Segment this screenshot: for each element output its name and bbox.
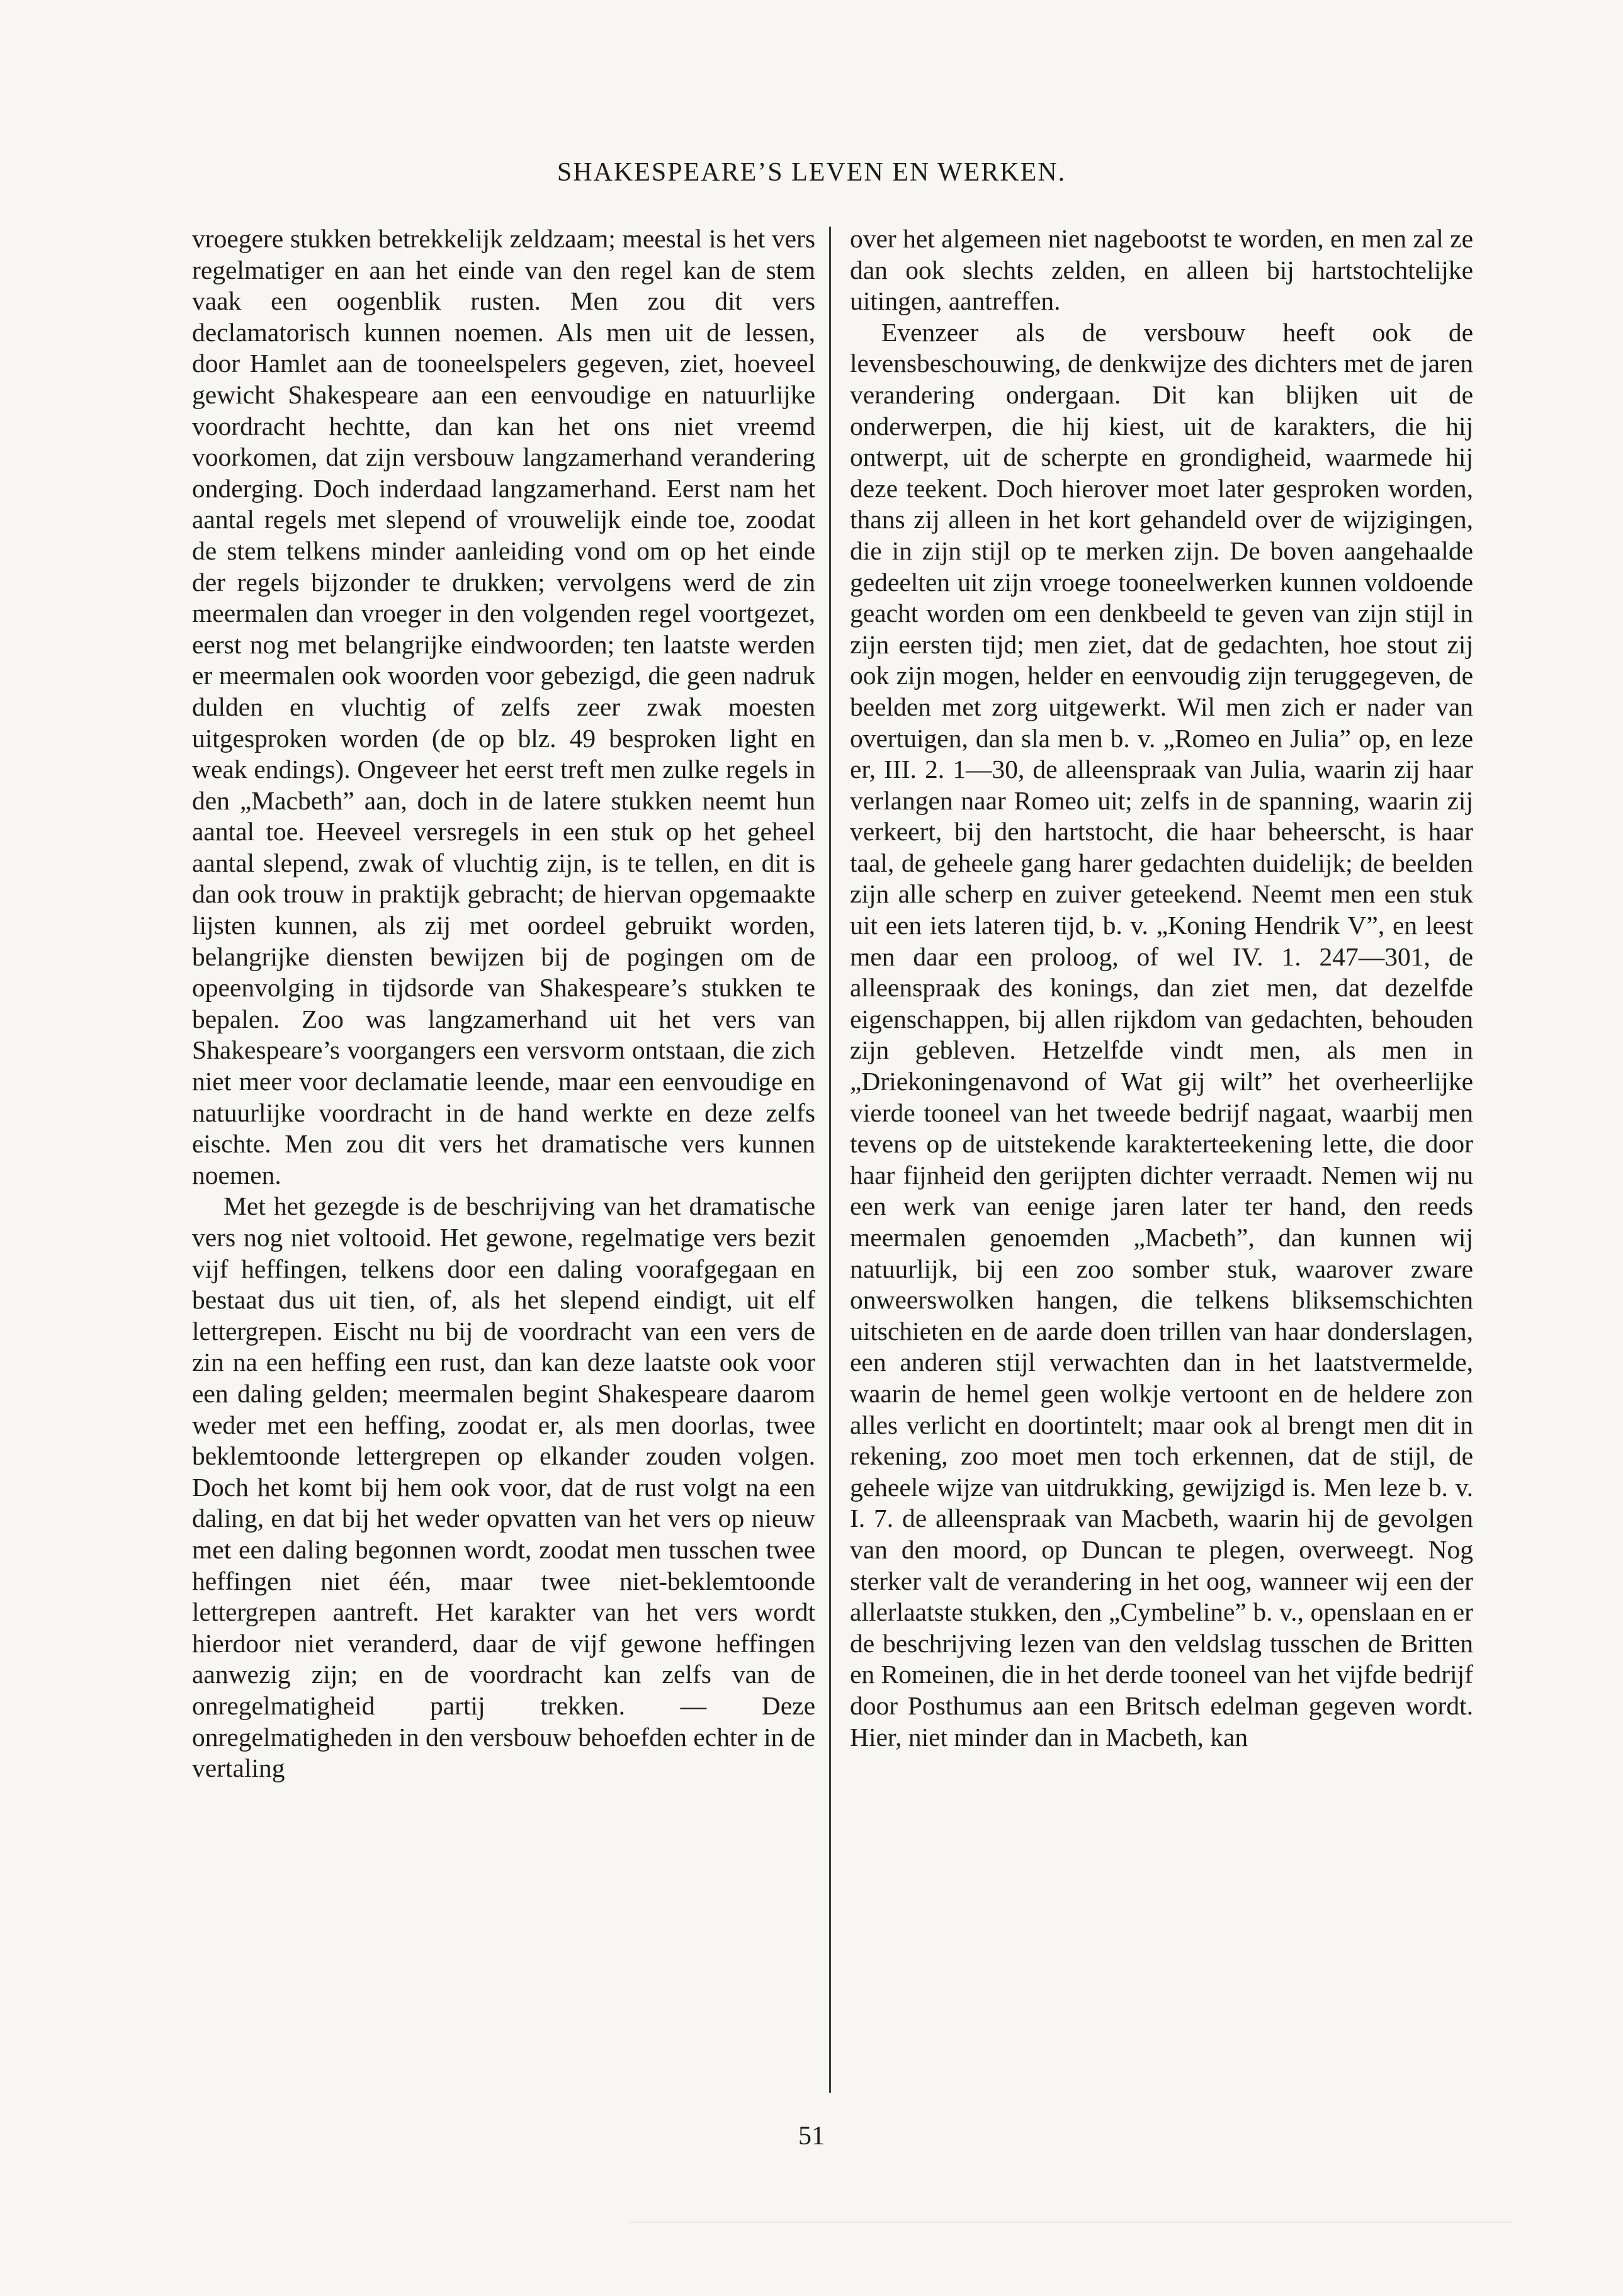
left-column (192, 223, 815, 1784)
running-head: SHAKESPEARE’S LEVEN EN WERKEN. (557, 158, 1066, 187)
right-paragraph-2: Evenzeer als de versbouw heeft ook de levensbeschouwing, de denkwijze des dichters met de jaren verandering ondergaan. Dit kan blijken uit de onderwerpen, die hij kiest, uit de karakters, die hij ontwerpt, uit de scherpte en grondigheid, waarmede hij deze teekent. Doch hierover moet later gesproken worden, thans zij alleen in het kort gehandeld over de wijzigingen, die in zijn stijl op te merken zijn. De boven aangehaalde gedeelten uit zijn vroege tooneelwerken kunnen voldoende geacht worden om een denkbeeld te geven van zijn stijl in zijn eersten tijd; men ziet, dat de gedachten, hoe stout zij ook zijn mogen, helder en eenvoudig zijn teruggegeven, de beelden met zorg uitgewerkt. Wil men zich er nader van overtuigen, dan sla men b. v. „Romeo en Julia” op, en leze er, III. 2. 1—30, de alleenspraak van Julia, waarin zij haar verlangen naar Romeo uit; zelfs in de spanning, waarin zij verkeert, bij den hartstocht, die haar beheerscht, is haar taal, de geheele gang harer gedachten duidelijk; de beelden zijn alle scherp en zuiver geteekend. Neemt men een stuk uit een iets lateren tijd, b. v. „Koning Hendrik V”, en leest men daar een proloog, of wel IV. 1. 247—301, de alleenspraak des konings, dan ziet men, dat dezelfde eigenschappen, bij allen rijkdom van gedachten, behouden zijn gebleven. Hetzelfde vindt men, als men in „Driekoningenavond of Wat gij wilt” het overheerlijke vierde tooneel van het tweede bedrijf nagaat, waarbij men tevens op de uitstekende karakterteekening lette, die door haar fijnheid den gerijpten dichter verraadt. Nemen wij nu een werk van eenige jaren later ter hand, den reeds meermalen genoemden „Macbeth”, dan kunnen wij natuurlijk, bij een zoo somber stuk, waarover zware onweerswolken hangen, die telkens bliksemschichten uitschieten en de aarde doen trillen van haar donderslagen, een anderen stijl verwachten dan in het laatstvermelde, waarin de hemel geen wolkje vertoont en de heldere zon alles verlicht en doortintelt; maar ook al brengt men dit in rekening, zoo moet men toch erkennen, dat de stijl, de geheele wijze van uitdrukking, gewijzigd is. Men leze b. v. I. 7. de alleenspraak van Macbeth, waarin hij de gevolgen van den moord, op Duncan te plegen, overweegt. Nog sterker valt de verandering in het oog, wanneer wij een der allerlaatste stukken, den „Cymbeline” b. v., openslaan en er de beschrijving lezen van den veldslag tusschen de Britten en Romeinen, die in het derde tooneel van het vijfde bedrijf door Posthumus aan een Britsch edelman gegeven wordt. Hier, niet minder dan in Macbeth, kan (850, 317, 1473, 1752)
left-paragraph-2: Met het gezegde is de beschrijving van het dramatische vers nog niet voltooid. Het gewone, regelmatige vers bezit vijf heffingen, telkens door een daling voorafgegaan en bestaat dus uit tien, of, als het slepend eindigt, uit elf lettergrepen. Eischt nu bij de voordracht van een vers de zin na een heffing een rust, dan kan deze laatste ook voor een daling gelden; meermalen begint Shakespeare daarom weder met een heffing, zoodat er, als men doorlas, twee beklemtoonde lettergrepen op elkander zouden volgen. Doch het komt bij hem ook voor, dat de rust volgt na een daling, en dat bij het weder opvatten van het vers op nieuw met een daling begonnen wordt, zoodat men tusschen twee heffingen niet één, maar twee niet-beklemtoonde lettergrepen aantreft. Het karakter van het vers wordt hierdoor niet veranderd, daar de vijf gewone heffingen aanwezig zijn; en de voordracht kan zelfs van de onregelmatigheid partij trekken. — Deze onregelmatigheden in den versbouw behoefden echter in de vertaling (192, 1191, 815, 1783)
right-paragraph-1: over het algemeen niet nagebootst te worden, en men zal ze dan ook slechts zelden, en alleen bij hartstochtelijke uitingen, aantreffen. (850, 224, 1473, 316)
column-divider (829, 227, 831, 2093)
left-paragraph-1: vroegere stukken betrekkelijk zeldzaam; meestal is het vers regelmatiger en aan het einde van den regel kan de stem vaak een oogenblik rusten. Men zou dit vers declamatorisch kunnen noemen. Als men uit de lessen, door Hamlet aan de tooneelspelers gegeven, ziet, hoeveel gewicht Shakespeare aan een eenvoudige en natuurlijke voordracht hechtte, dan kan het ons niet vreemd voorkomen, dat zijn versbouw langzamerhand verandering onderging. Doch inderdaad langzamerhand. Eerst nam het aantal regels met slepend of vrouwelijk einde toe, zoodat de stem telkens minder aanleiding vond om op het einde der regels bijzonder te drukken; vervolgens werd de zin meermalen dan vroeger in den volgenden regel voortgezet, eerst nog met belangrijke eindwoorden; ten laatste werden er meermalen ook woorden voor gebezigd, die geen nadruk dulden en vluchtig of zelfs zeer zwak moesten uitgesproken worden (de op blz. 49 besproken light en weak endings). Ongeveer het eerst treft men zulke regels in den „Macbeth” aan, doch in de latere stukken neemt hun aantal toe. Heeveel versregels in een stuk op het geheel aantal slepend, zwak of vluchtig zijn, is te tellen, en dit is dan ook trouw in praktijk gebracht; de hiervan opgemaakte lijsten kunnen, als zij met oordeel gebruikt worden, belangrijke diensten bewijzen bij de pogingen om de opeenvolging in tijdsorde van Shakespeare’s stukken te bepalen. Zoo was langzamerhand uit het vers van Shakespeare’s voorgangers een versvorm ontstaan, die zich niet meer voor declamatie leende, maar een eenvoudige en natuurlijke voordracht in de hand werkte en deze zelfs eischte. Men zou dit vers het dramatische vers kunnen noemen. (192, 224, 815, 1190)
right-column (850, 223, 1473, 1753)
page-number: 51 (798, 2122, 825, 2151)
